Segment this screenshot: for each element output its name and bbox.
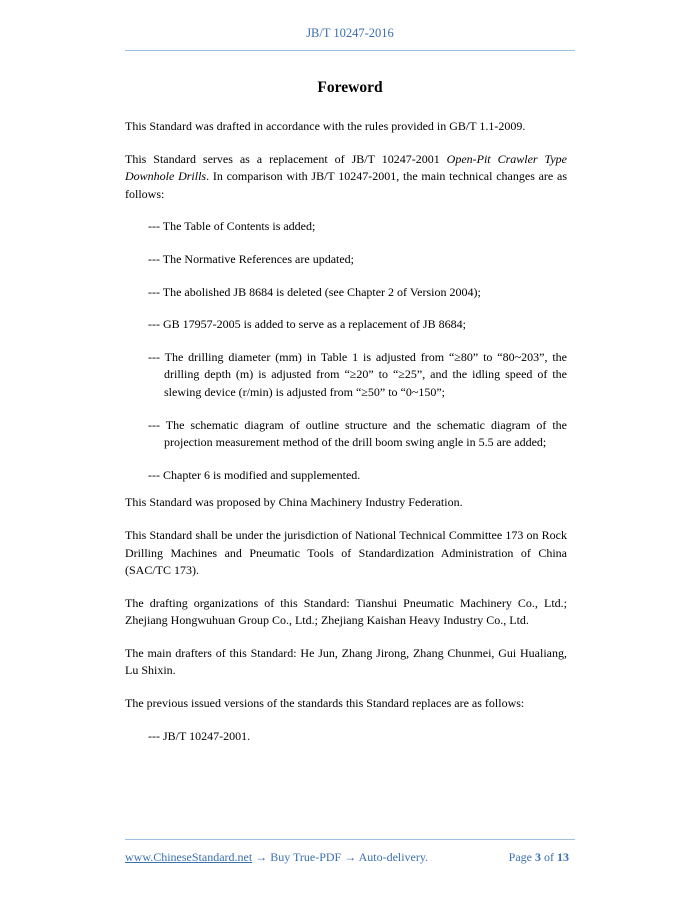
page-title: Foreword: [317, 79, 383, 96]
paragraph-drafters: The main drafters of this Standard: He Jun, Zhang Jirong, Zhang Chunmei, Gui Hualiang, Lu Shixin.: [125, 645, 567, 678]
replacement-text: This Standard serves as a replacement of JB/T 10247-2001: [125, 151, 447, 166]
paragraph-proposer: This Standard was proposed by China Machinery Industry Federation.: [125, 495, 463, 510]
list-item: --- GB 17957-2005 is added to serve as a replacement of JB 8684;: [148, 317, 466, 332]
running-header: JB/T 10247-2016: [306, 26, 394, 40]
paragraph-replacement: [125, 151, 567, 204]
paragraph-drafting-rules: This Standard was drafted in accordance with the rules provided in GB/T 1.1-2009.: [125, 119, 526, 133]
paragraph-jurisdiction: This Standard shall be under the jurisdiction of National Technical Committee 173 on Rock Drilling Machines and Pneumatic Tools of Standardization Administration of China (SAC/TC 173).: [125, 527, 567, 578]
list-item: --- JB/T 10247-2001.: [148, 728, 251, 743]
footer-promo: [125, 850, 428, 865]
page-label: Page: [508, 850, 535, 864]
site-link[interactable]: www.ChineseStandard.net: [125, 850, 253, 864]
page-total: 13: [557, 850, 569, 864]
header-divider: [125, 50, 575, 51]
footer-divider: [125, 839, 575, 840]
page-of: of: [541, 850, 557, 864]
replacement-text-cont: . In comparison with JB/T 10247-2001, the main technical changes are as follows:: [125, 169, 568, 201]
list-item: --- The drilling diameter (mm) in Table 1 is adjusted from “≥80” to “80~203”, the drilling depth (m) is adjusted from “≥20” to “≥25”, and the idling speed of the slewing device (r/min) is adjusted from “≥50” to “0~150”;: [148, 349, 567, 399]
list-item: --- The Normative References are updated;: [148, 251, 355, 266]
promo-text: → Buy True-PDF → Auto-delivery.: [252, 850, 429, 864]
paragraph-previous-versions: The previous issued versions of the standards this Standard replaces are as follows:: [125, 696, 525, 711]
list-item: --- The Table of Contents is added;: [148, 219, 316, 234]
list-item: --- Chapter 6 is modified and supplemented.: [148, 467, 361, 482]
replaced-standard-title: Open-Pit Crawler Type Downhole Drills: [125, 151, 567, 184]
paragraph-drafting-organizations: The drafting organizations of this Standard: Tianshui Pneumatic Machinery Co., Ltd.; Zhejiang Hongwuhuan Group Co., Ltd.; Zhejiang Kaishan Heavy Industry Co., Ltd.: [125, 595, 567, 628]
document-body: [125, 118, 567, 760]
page-current: 3: [535, 850, 541, 864]
list-item: --- The abolished JB 8684 is deleted (see Chapter 2 of Version 2004);: [148, 284, 481, 299]
page-number: [509, 850, 569, 865]
list-item: --- The schematic diagram of outline structure and the schematic diagram of the projection measurement method of the drill boom swing angle in 5.5 are added;: [148, 417, 567, 450]
